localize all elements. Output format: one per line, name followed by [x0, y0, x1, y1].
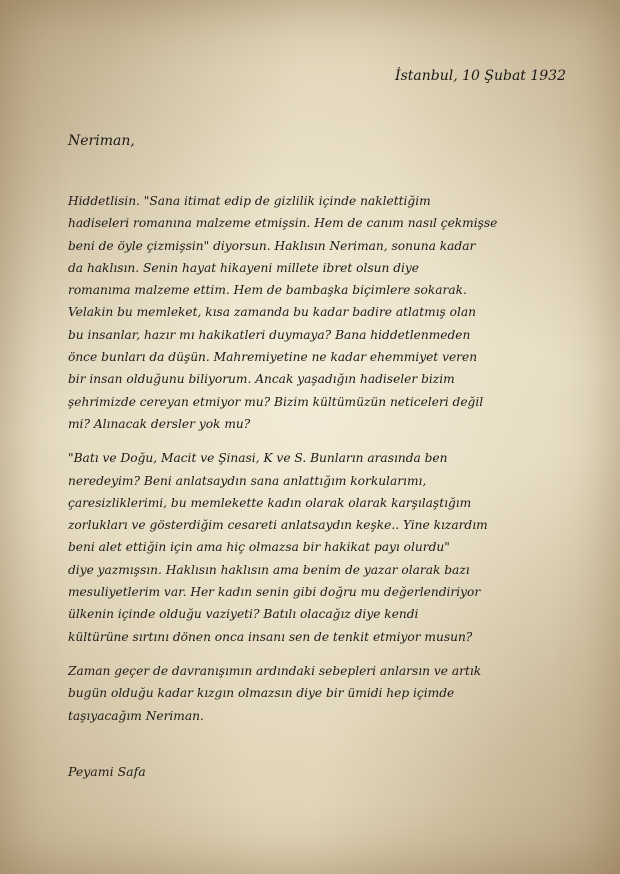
- text-line: ülkenin içinde olduğu vaziyeti? Batılı olacağız diye kendi: [68, 607, 419, 622]
- letter-date: İstanbul, 10 Şubat 1932: [395, 68, 566, 84]
- text-line: mesuliyetlerim var. Her kadın senin gibi doğru mu değerlendiriyor: [68, 585, 481, 600]
- text-line: da haklısın. Senin hayat hikayeni millete ibret olsun diye: [68, 260, 419, 275]
- letter-salutation: Neriman,: [68, 133, 135, 149]
- text-line: kültürüne sırtını dönen onca insanı sen de tenkit etmiyor musun?: [68, 629, 473, 644]
- text-line: bugün olduğu kadar kızgın olmazsın diye bir ümidi hep içimde: [68, 686, 455, 701]
- text-line: zorlukları ve gösterdiğim cesareti anlatsaydın keşke.. Yine kızardım: [68, 518, 488, 533]
- text-line: çaresizliklerimi, bu memlekette kadın olarak olarak karşılaştığım: [68, 495, 472, 510]
- text-line: "Batı ve Doğu, Macit ve Şinasi, K ve S. Bunların arasında ben: [68, 451, 448, 466]
- paragraph-2: [68, 447, 564, 648]
- text-line: taşıyacağım Neriman.: [68, 708, 204, 723]
- text-line: mi? Alınacak dersler yok mu?: [68, 416, 251, 431]
- letter-body: [68, 190, 564, 739]
- text-line: bu insanlar, hazır mı hakikatleri duymaya? Bana hiddetlenmeden: [68, 327, 471, 342]
- text-line: beni de öyle çizmişsin" diyorsun. Haklısın Neriman, sonuna kadar: [68, 238, 476, 253]
- text-line: hadiseleri romanına malzeme etmişsin. Hem de canım nasıl çekmişse: [68, 216, 498, 231]
- paragraph-1: [68, 190, 564, 435]
- text-line: önce bunları da düşün. Mahremiyetine ne kadar ehemmiyet veren: [68, 350, 478, 365]
- text-line: şehrimizde cereyan etmiyor mu? Bizim kültümüzün neticeleri değil: [68, 394, 484, 409]
- text-line: bir insan olduğunu biliyorum. Ancak yaşadığın hadiseler bizim: [68, 372, 455, 387]
- text-line: Hiddetlisin. "Sana itimat edip de gizlilik içinde naklettiğim: [68, 194, 431, 208]
- letter-signature: Peyami Safa: [68, 764, 146, 779]
- text-line: Velakin bu memleket, kısa zamanda bu kadar badire atlatmış olan: [68, 305, 477, 320]
- text-line: Zaman geçer de davranışımın ardındaki sebepleri anlarsın ve artık: [68, 663, 482, 678]
- text-line: diye yazmışsın. Haklısın haklısın ama benim de yazar olarak bazı: [68, 562, 470, 577]
- text-line: romanıma malzeme ettim. Hem de bambaşka biçimlere sokarak.: [68, 283, 467, 298]
- paragraph-3: [68, 660, 564, 727]
- text-line: neredeyim? Beni anlatsaydın sana anlattığım korkularımı,: [68, 473, 427, 488]
- text-line: beni alet ettiğin için ama hiç olmazsa bir hakikat payı olurdu": [68, 540, 450, 555]
